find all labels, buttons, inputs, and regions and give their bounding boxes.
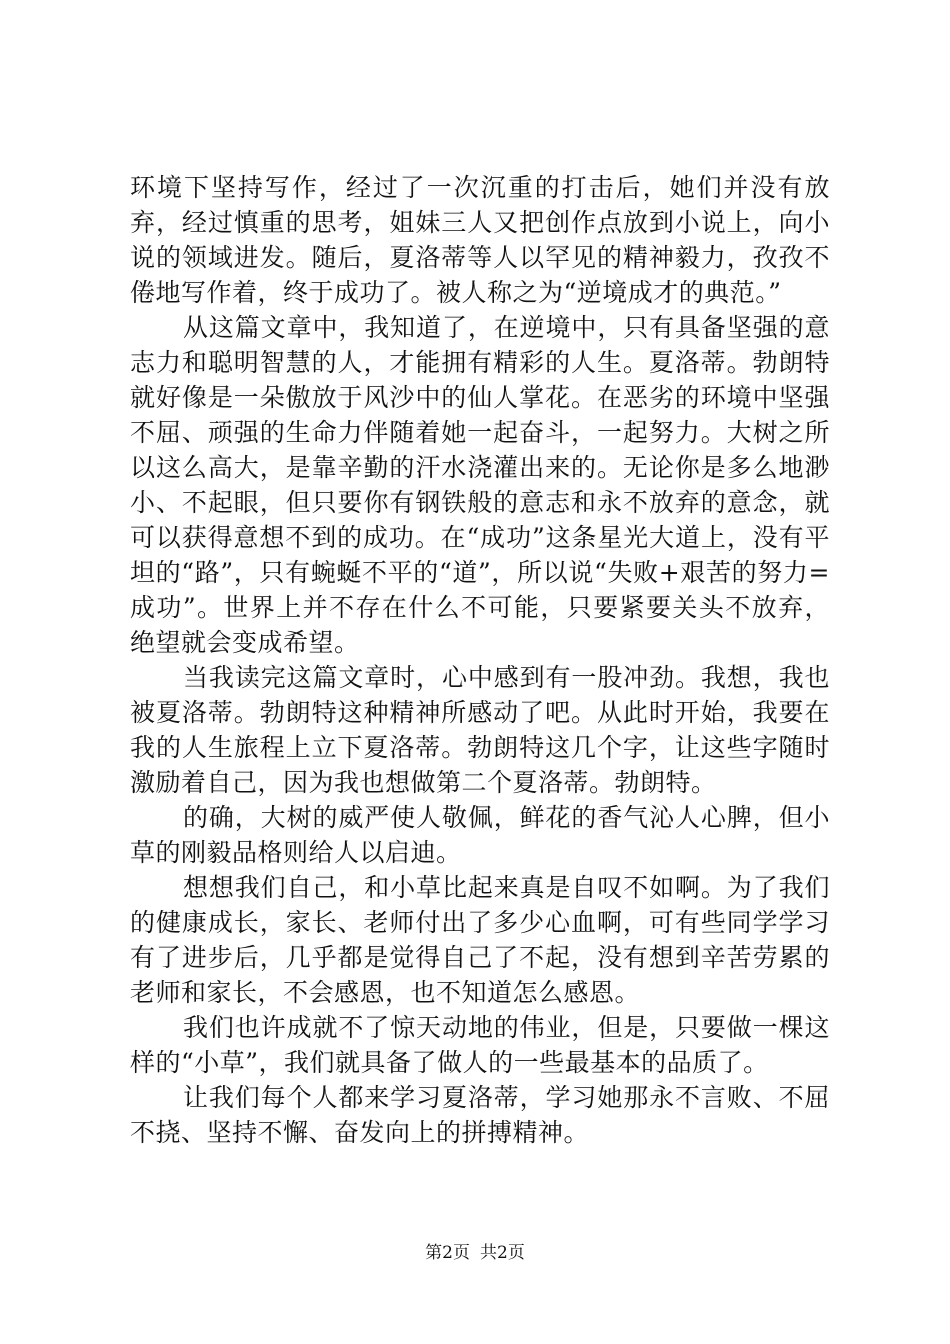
page-number: 第2页 — [425, 1243, 470, 1263]
body-text — [130, 170, 830, 1150]
paragraph: 让我们每个人都来学习夏洛蒂，学习她那永不言败、不屈不挠、坚持不懈、奋发向上的拼搏精神。 — [130, 1083, 830, 1147]
paragraph: 当我读完这篇文章时，心中感到有一股冲劲。我想，我也被夏洛蒂。勃朗特这种精神所感动了吧。从此时开始，我要在我的人生旅程上立下夏洛蒂。勃朗特这几个字，让这些字随时激励着自己，因为我也想做第二个夏洛蒂。勃朗特。 — [130, 663, 830, 797]
paragraph: 想想我们自己，和小草比起来真是自叹不如啊。为了我们的健康成长，家长、老师付出了多少心血啊，可有些同学学习有了进步后，几乎都是觉得自己了不起，没有想到辛苦劳累的老师和家长，不会感恩，也不知道怎么感恩。 — [130, 873, 830, 1007]
paragraph: 的确，大树的威严使人敬佩，鲜花的香气沁人心脾，但小草的刚毅品格则给人以启迪。 — [130, 803, 830, 867]
page-footer — [0, 1242, 950, 1264]
paragraph-continuation: 环境下坚持写作，经过了一次沉重的打击后，她们并没有放弃，经过慎重的思考，姐妹三人又把创作点放到小说上，向小说的领域进发。随后，夏洛蒂等人以罕见的精神毅力，孜孜不倦地写作着，终于成功了。被人称之为“逆境成才的典范。” — [130, 173, 830, 307]
paragraph: 我们也许成就不了惊天动地的伟业，但是，只要做一棵这样的“小草”，我们就具备了做人的一些最基本的品质了。 — [130, 1013, 830, 1077]
paragraph: 从这篇文章中，我知道了，在逆境中，只有具备坚强的意志力和聪明智慧的人，才能拥有精彩的人生。夏洛蒂。勃朗特就好像是一朵傲放于风沙中的仙人掌花。在恶劣的环境中坚强不屈、顽强的生命力伴随着她一起奋斗，一起努力。大树之所以这么高大，是靠辛勤的汗水浇灌出来的。无论你是多么地渺小、不起眼，但只要你有钢铁般的意志和永不放弃的意念，就可以获得意想不到的成功。在“成功”这条星光大道上，没有平坦的“路”，只有蜿蜒不平的“道”，所以说“失败+艰苦的努力=成功”。世界上并不存在什么不可能，只要紧要关头不放弃，绝望就会变成希望。 — [130, 313, 830, 657]
page-total: 共2页 — [480, 1243, 525, 1263]
